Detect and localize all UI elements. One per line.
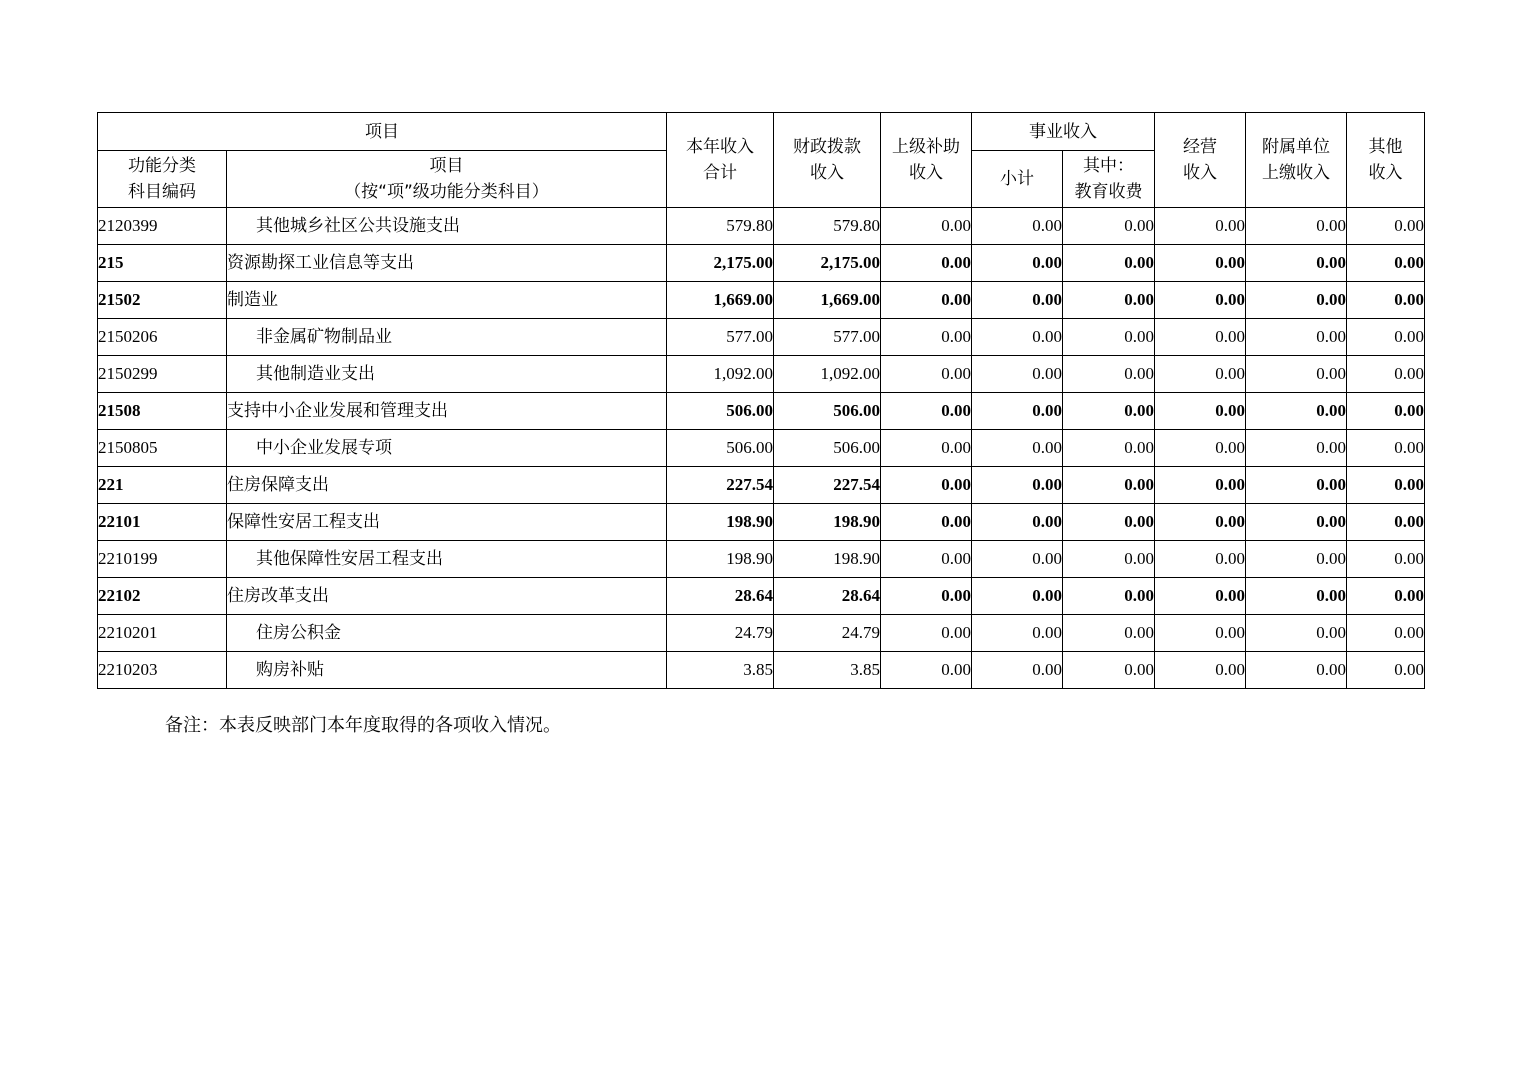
row-fiscal: 577.00 (774, 319, 881, 356)
row-fiscal: 1,669.00 (774, 282, 881, 319)
row-code: 2120399 (98, 208, 227, 245)
row-superior: 0.00 (881, 393, 972, 430)
row-superior: 0.00 (881, 319, 972, 356)
row-affiliated: 0.00 (1246, 208, 1347, 245)
row-code: 2210203 (98, 652, 227, 689)
row-fiscal: 1,092.00 (774, 356, 881, 393)
row-name: 住房保障支出 (227, 467, 667, 504)
row-code: 221 (98, 467, 227, 504)
row-total: 506.00 (667, 393, 774, 430)
row-superior: 0.00 (881, 578, 972, 615)
row-name: 非金属矿物制品业 (227, 319, 667, 356)
row-code: 21508 (98, 393, 227, 430)
row-other: 0.00 (1347, 652, 1425, 689)
row-business-subtotal: 0.00 (972, 208, 1063, 245)
row-total: 1,669.00 (667, 282, 774, 319)
table-row (98, 319, 1425, 356)
table-header (98, 113, 1425, 208)
table-row (98, 467, 1425, 504)
row-operating: 0.00 (1155, 282, 1246, 319)
header-superior: 上级补助 收入 (881, 113, 972, 208)
row-business-edu: 0.00 (1063, 282, 1155, 319)
row-business-edu: 0.00 (1063, 615, 1155, 652)
row-affiliated: 0.00 (1246, 430, 1347, 467)
table-row (98, 282, 1425, 319)
row-total: 28.64 (667, 578, 774, 615)
table-row (98, 356, 1425, 393)
header-business-edu: 其中： 教育收费 (1063, 151, 1155, 208)
row-total: 2,175.00 (667, 245, 774, 282)
row-business-edu: 0.00 (1063, 393, 1155, 430)
row-superior: 0.00 (881, 430, 972, 467)
row-superior: 0.00 (881, 615, 972, 652)
row-total: 3.85 (667, 652, 774, 689)
row-business-edu: 0.00 (1063, 578, 1155, 615)
table-row (98, 245, 1425, 282)
row-code: 215 (98, 245, 227, 282)
header-business-subtotal: 小计 (972, 151, 1063, 208)
row-name: 其他制造业支出 (227, 356, 667, 393)
row-code: 2150206 (98, 319, 227, 356)
row-fiscal: 579.80 (774, 208, 881, 245)
table-row (98, 615, 1425, 652)
row-superior: 0.00 (881, 541, 972, 578)
row-operating: 0.00 (1155, 393, 1246, 430)
row-fiscal: 227.54 (774, 467, 881, 504)
table-row (98, 652, 1425, 689)
row-business-edu: 0.00 (1063, 319, 1155, 356)
row-fiscal: 198.90 (774, 541, 881, 578)
header-func-code: 功能分类 科目编码 (98, 151, 227, 208)
row-code: 2150805 (98, 430, 227, 467)
table-note: 备注：本表反映部门本年度取得的各项收入情况。 (165, 715, 561, 736)
table-row (98, 504, 1425, 541)
row-superior: 0.00 (881, 504, 972, 541)
row-superior: 0.00 (881, 245, 972, 282)
header-affiliated: 附属单位 上缴收入 (1246, 113, 1347, 208)
row-business-edu: 0.00 (1063, 467, 1155, 504)
row-name: 住房公积金 (227, 615, 667, 652)
header-item-name: 项目 （按“项”级功能分类科目） (227, 151, 667, 208)
row-total: 227.54 (667, 467, 774, 504)
table-body (98, 208, 1425, 689)
row-business-subtotal: 0.00 (972, 578, 1063, 615)
row-business-edu: 0.00 (1063, 652, 1155, 689)
row-total: 1,092.00 (667, 356, 774, 393)
row-name: 制造业 (227, 282, 667, 319)
row-code: 2150299 (98, 356, 227, 393)
row-total: 577.00 (667, 319, 774, 356)
row-business-subtotal: 0.00 (972, 467, 1063, 504)
row-code: 2210201 (98, 615, 227, 652)
row-business-subtotal: 0.00 (972, 319, 1063, 356)
row-business-subtotal: 0.00 (972, 393, 1063, 430)
row-business-edu: 0.00 (1063, 430, 1155, 467)
row-superior: 0.00 (881, 356, 972, 393)
row-affiliated: 0.00 (1246, 245, 1347, 282)
header-fiscal: 财政拨款 收入 (774, 113, 881, 208)
row-superior: 0.00 (881, 282, 972, 319)
row-business-edu: 0.00 (1063, 504, 1155, 541)
row-name: 购房补贴 (227, 652, 667, 689)
table-row (98, 578, 1425, 615)
row-other: 0.00 (1347, 430, 1425, 467)
row-operating: 0.00 (1155, 319, 1246, 356)
row-superior: 0.00 (881, 652, 972, 689)
table-row (98, 208, 1425, 245)
row-operating: 0.00 (1155, 208, 1246, 245)
row-business-subtotal: 0.00 (972, 356, 1063, 393)
header-other: 其他 收入 (1347, 113, 1425, 208)
row-name: 支持中小企业发展和管理支出 (227, 393, 667, 430)
row-business-subtotal: 0.00 (972, 652, 1063, 689)
row-operating: 0.00 (1155, 541, 1246, 578)
row-other: 0.00 (1347, 356, 1425, 393)
table-row (98, 393, 1425, 430)
row-business-edu: 0.00 (1063, 356, 1155, 393)
row-other: 0.00 (1347, 615, 1425, 652)
row-business-edu: 0.00 (1063, 208, 1155, 245)
row-business-subtotal: 0.00 (972, 615, 1063, 652)
table-row (98, 430, 1425, 467)
row-business-subtotal: 0.00 (972, 245, 1063, 282)
header-business-group: 事业收入 (972, 113, 1155, 151)
income-table (97, 112, 1425, 689)
row-other: 0.00 (1347, 208, 1425, 245)
row-operating: 0.00 (1155, 245, 1246, 282)
row-fiscal: 198.90 (774, 504, 881, 541)
row-name: 中小企业发展专项 (227, 430, 667, 467)
row-operating: 0.00 (1155, 430, 1246, 467)
row-total: 506.00 (667, 430, 774, 467)
row-fiscal: 28.64 (774, 578, 881, 615)
row-code: 22101 (98, 504, 227, 541)
row-affiliated: 0.00 (1246, 356, 1347, 393)
row-fiscal: 506.00 (774, 430, 881, 467)
row-other: 0.00 (1347, 504, 1425, 541)
row-affiliated: 0.00 (1246, 319, 1347, 356)
row-operating: 0.00 (1155, 467, 1246, 504)
row-fiscal: 2,175.00 (774, 245, 881, 282)
row-other: 0.00 (1347, 393, 1425, 430)
row-name: 资源勘探工业信息等支出 (227, 245, 667, 282)
row-other: 0.00 (1347, 467, 1425, 504)
row-total: 198.90 (667, 541, 774, 578)
row-affiliated: 0.00 (1246, 393, 1347, 430)
row-other: 0.00 (1347, 319, 1425, 356)
row-affiliated: 0.00 (1246, 615, 1347, 652)
row-fiscal: 24.79 (774, 615, 881, 652)
row-code: 2210199 (98, 541, 227, 578)
row-total: 198.90 (667, 504, 774, 541)
row-affiliated: 0.00 (1246, 541, 1347, 578)
row-superior: 0.00 (881, 208, 972, 245)
row-name: 住房改革支出 (227, 578, 667, 615)
row-other: 0.00 (1347, 578, 1425, 615)
header-item-group: 项目 (98, 113, 667, 151)
row-affiliated: 0.00 (1246, 467, 1347, 504)
row-code: 21502 (98, 282, 227, 319)
row-operating: 0.00 (1155, 615, 1246, 652)
header-total: 本年收入 合计 (667, 113, 774, 208)
row-business-subtotal: 0.00 (972, 504, 1063, 541)
row-business-edu: 0.00 (1063, 541, 1155, 578)
table-row (98, 541, 1425, 578)
header-operating: 经营 收入 (1155, 113, 1246, 208)
row-other: 0.00 (1347, 282, 1425, 319)
row-affiliated: 0.00 (1246, 578, 1347, 615)
row-business-subtotal: 0.00 (972, 541, 1063, 578)
row-affiliated: 0.00 (1246, 282, 1347, 319)
row-operating: 0.00 (1155, 578, 1246, 615)
row-business-subtotal: 0.00 (972, 282, 1063, 319)
row-code: 22102 (98, 578, 227, 615)
row-name: 其他保障性安居工程支出 (227, 541, 667, 578)
row-fiscal: 506.00 (774, 393, 881, 430)
row-total: 24.79 (667, 615, 774, 652)
row-name: 保障性安居工程支出 (227, 504, 667, 541)
row-operating: 0.00 (1155, 356, 1246, 393)
row-other: 0.00 (1347, 245, 1425, 282)
row-operating: 0.00 (1155, 652, 1246, 689)
row-superior: 0.00 (881, 467, 972, 504)
row-total: 579.80 (667, 208, 774, 245)
row-operating: 0.00 (1155, 504, 1246, 541)
row-affiliated: 0.00 (1246, 652, 1347, 689)
row-business-edu: 0.00 (1063, 245, 1155, 282)
row-affiliated: 0.00 (1246, 504, 1347, 541)
row-business-subtotal: 0.00 (972, 430, 1063, 467)
row-fiscal: 3.85 (774, 652, 881, 689)
row-other: 0.00 (1347, 541, 1425, 578)
row-name: 其他城乡社区公共设施支出 (227, 208, 667, 245)
